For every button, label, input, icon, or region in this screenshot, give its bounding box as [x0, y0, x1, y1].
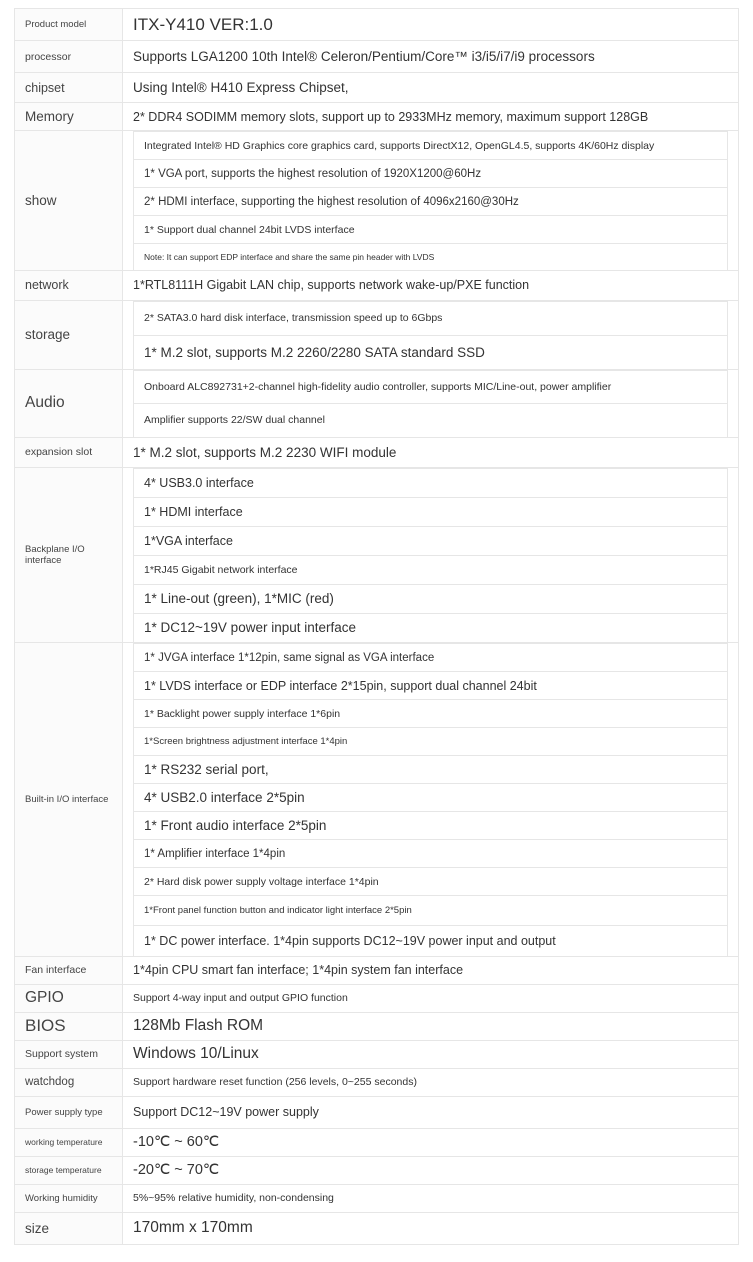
spec-row-label: show: [15, 131, 123, 271]
spec-subrow-value: 1* Front audio interface 2*5pin: [134, 812, 728, 840]
spec-subrow: [134, 555, 728, 584]
spec-subrow-value: 4* USB2.0 interface 2*5pin: [134, 784, 728, 812]
spec-subrow: [134, 468, 728, 497]
spec-row-value: [123, 467, 739, 643]
spec-subrow-value: 1*Front panel function button and indicator light interface 2*5pin: [134, 896, 728, 926]
spec-subrow-value: 1*VGA interface: [134, 526, 728, 555]
spec-subrow-value: Integrated Intel® HD Graphics core graphics card, supports DirectX12, OpenGL4.5, supports 4K/60Hz display: [134, 132, 728, 160]
spec-subrow-value: 1* Amplifier interface 1*4pin: [134, 840, 728, 868]
spec-row-value: 5%~95% relative humidity, non-condensing: [123, 1184, 739, 1212]
spec-row-label: expansion slot: [15, 437, 123, 467]
spec-row-label: Power supply type: [15, 1096, 123, 1128]
spec-row: [15, 1068, 739, 1096]
spec-subrow-value: 2* SATA3.0 hard disk interface, transmission speed up to 6Gbps: [134, 301, 728, 335]
specification-table: [14, 8, 739, 1245]
spec-row: [15, 643, 739, 957]
spec-row: [15, 1184, 739, 1212]
spec-subrow-table: [133, 370, 728, 437]
spec-subrow-value: 1* M.2 slot, supports M.2 2260/2280 SATA standard SSD: [134, 335, 728, 369]
spec-subrow: [134, 301, 728, 335]
spec-row: [15, 437, 739, 467]
spec-row-value: [123, 300, 739, 370]
spec-subrow-value: 1* Line-out (green), 1*MIC (red): [134, 584, 728, 613]
spec-row-label: chipset: [15, 73, 123, 103]
spec-subrow: [134, 216, 728, 244]
spec-row-label: Built-in I/O interface: [15, 643, 123, 957]
spec-row-value: [123, 131, 739, 271]
spec-subrow: [134, 812, 728, 840]
spec-row: [15, 1156, 739, 1184]
spec-subrow: [134, 784, 728, 812]
spec-subrow-value: 1* Backlight power supply interface 1*6pin: [134, 700, 728, 728]
spec-row: [15, 467, 739, 643]
spec-row: [15, 73, 739, 103]
spec-row: [15, 9, 739, 41]
spec-subrow: [134, 160, 728, 188]
spec-subrow-value: 1* JVGA interface 1*12pin, same signal as VGA interface: [134, 644, 728, 672]
spec-subrow: [134, 840, 728, 868]
spec-row-label: Support system: [15, 1040, 123, 1068]
spec-row-value: 170mm x 170mm: [123, 1212, 739, 1244]
spec-row-value: Supports LGA1200 10th Intel® Celeron/Pentium/Core™ i3/i5/i7/i9 processors: [123, 41, 739, 73]
spec-subrow-value: 1* DC power interface. 1*4pin supports DC12~19V power input and output: [134, 926, 728, 956]
spec-subrow: [134, 896, 728, 926]
spec-subrow: [134, 132, 728, 160]
spec-row: [15, 1040, 739, 1068]
spec-row: [15, 370, 739, 438]
spec-row-value: 2* DDR4 SODIMM memory slots, support up to 2933MHz memory, maximum support 128GB: [123, 103, 739, 131]
spec-row: [15, 41, 739, 73]
spec-subrow-table: [133, 131, 728, 270]
spec-row-label: storage: [15, 300, 123, 370]
spec-row-value: -10℃ ~ 60℃: [123, 1128, 739, 1156]
spec-row: [15, 300, 739, 370]
spec-subrow-value: 1* LVDS interface or EDP interface 2*15pin, support dual channel 24bit: [134, 672, 728, 700]
spec-subrow-value: Note: It can support EDP interface and share the same pin header with LVDS: [134, 244, 728, 270]
spec-row-label: Backplane I/O interface: [15, 467, 123, 643]
spec-subrow-value: 1* DC12~19V power input interface: [134, 613, 728, 642]
spec-row-label: Audio: [15, 370, 123, 438]
spec-subrow-value: 2* HDMI interface, supporting the highest resolution of 4096x2160@30Hz: [134, 188, 728, 216]
spec-subrow: [134, 244, 728, 270]
spec-subrow: [134, 188, 728, 216]
spec-row-value: 128Mb Flash ROM: [123, 1012, 739, 1040]
spec-row: [15, 984, 739, 1012]
spec-row-label: GPIO: [15, 984, 123, 1012]
spec-subrow-table: [133, 301, 728, 370]
spec-subrow: [134, 526, 728, 555]
spec-subrow-value: Onboard ALC892731+2-channel high-fidelity audio controller, supports MIC/Line-out, power amplifier: [134, 371, 728, 404]
spec-subrow-value: 1* HDMI interface: [134, 497, 728, 526]
spec-subrow-value: 1*RJ45 Gigabit network interface: [134, 555, 728, 584]
spec-row-value: ITX-Y410 VER:1.0: [123, 9, 739, 41]
spec-subrow: [134, 926, 728, 956]
spec-subrow: [134, 584, 728, 613]
spec-row-value: 1* M.2 slot, supports M.2 2230 WIFI module: [123, 437, 739, 467]
spec-row-value: Support 4-way input and output GPIO function: [123, 984, 739, 1012]
spec-row-value: Using Intel® H410 Express Chipset,: [123, 73, 739, 103]
spec-subrow-value: 2* Hard disk power supply voltage interface 1*4pin: [134, 868, 728, 896]
spec-row-label: storage temperature: [15, 1156, 123, 1184]
spec-row-label: processor: [15, 41, 123, 73]
spec-subrow: [134, 404, 728, 437]
spec-row-label: size: [15, 1212, 123, 1244]
spec-row-label: Working humidity: [15, 1184, 123, 1212]
spec-row: [15, 1212, 739, 1244]
spec-subrow-value: Amplifier supports 22/SW dual channel: [134, 404, 728, 437]
spec-row: [15, 1128, 739, 1156]
spec-row-label: watchdog: [15, 1068, 123, 1096]
spec-row-value: Support hardware reset function (256 levels, 0~255 seconds): [123, 1068, 739, 1096]
spec-row-label: Product model: [15, 9, 123, 41]
spec-subrow-value: 1* Support dual channel 24bit LVDS interface: [134, 216, 728, 244]
spec-subrow: [134, 613, 728, 642]
spec-subrow: [134, 868, 728, 896]
spec-row-label: network: [15, 270, 123, 300]
spec-subrow: [134, 644, 728, 672]
spec-row-label: Memory: [15, 103, 123, 131]
spec-row: [15, 131, 739, 271]
spec-subrow: [134, 371, 728, 404]
spec-row: [15, 956, 739, 984]
spec-row: [15, 270, 739, 300]
spec-row-value: Windows 10/Linux: [123, 1040, 739, 1068]
spec-row-value: -20℃ ~ 70℃: [123, 1156, 739, 1184]
spec-row-value: [123, 643, 739, 957]
spec-subrow: [134, 335, 728, 369]
spec-row: [15, 103, 739, 131]
spec-subrow-value: 1* VGA port, supports the highest resolution of 1920X1200@60Hz: [134, 160, 728, 188]
spec-row-label: Fan interface: [15, 956, 123, 984]
spec-subrow-value: 1*Screen brightness adjustment interface 1*4pin: [134, 728, 728, 756]
spec-row-label: BIOS: [15, 1012, 123, 1040]
spec-subrow-value: 1* RS232 serial port,: [134, 756, 728, 784]
spec-row-value: Support DC12~19V power supply: [123, 1096, 739, 1128]
spec-subrow: [134, 672, 728, 700]
spec-row-value: 1*RTL8111H Gigabit LAN chip, supports network wake-up/PXE function: [123, 270, 739, 300]
spec-subrow-table: [133, 468, 728, 643]
spec-subrow: [134, 497, 728, 526]
spec-subrow: [134, 700, 728, 728]
spec-subrow: [134, 728, 728, 756]
spec-row-value: [123, 370, 739, 438]
spec-subrow: [134, 756, 728, 784]
spec-row-value: 1*4pin CPU smart fan interface; 1*4pin system fan interface: [123, 956, 739, 984]
spec-row: [15, 1096, 739, 1128]
specification-table-body: [15, 9, 739, 1245]
spec-row-label: working temperature: [15, 1128, 123, 1156]
spec-subrow-value: 4* USB3.0 interface: [134, 468, 728, 497]
spec-subrow-table: [133, 643, 728, 956]
spec-row: [15, 1012, 739, 1040]
